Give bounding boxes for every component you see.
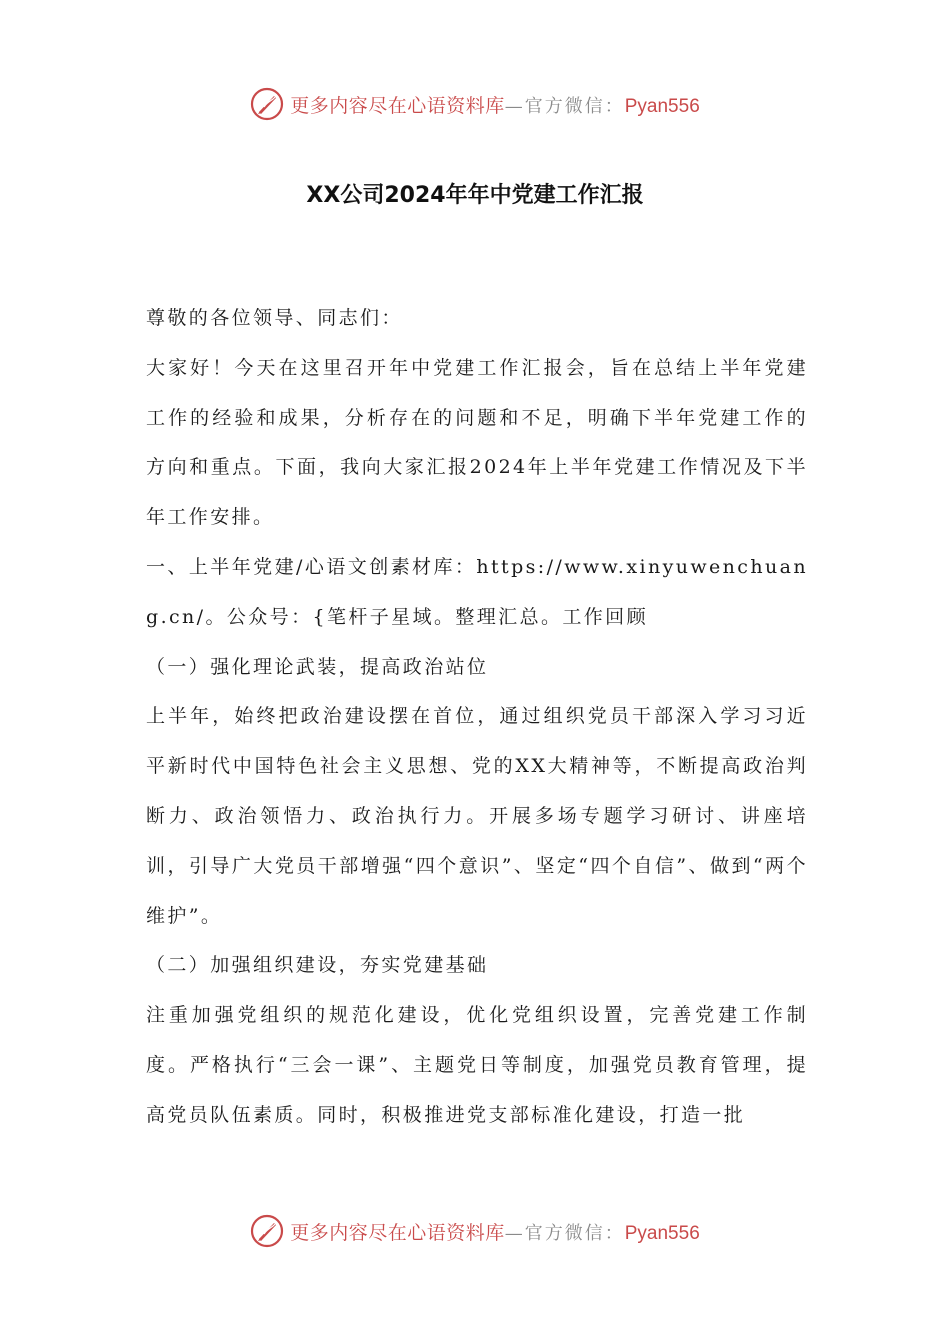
watermark-wechat-id: Pyan556 — [624, 95, 700, 117]
watermark-text — [290, 91, 700, 118]
watermark-brand: 更多内容尽在心语资料库 — [290, 1221, 505, 1244]
document-title: XX公司2024年年中党建工作汇报 — [306, 183, 644, 208]
body-paragraph: 注重加强党组织的规范化建设，优化党组织设置，完善党建工作制度。严格执行“三会一课”、主题党日等制度，加强党员教育管理，提高党员队伍素质。同时，积极推进党支部标准化建设，打造一批 — [146, 1004, 808, 1126]
watermark-official: —官方微信： — [504, 95, 625, 117]
salutation: 尊敬的各位领导、同志们： — [146, 307, 403, 329]
subsection-heading-2: （二）加强组织建设，夯实党建基础 — [146, 954, 489, 977]
body-paragraph: 上半年，始终把政治建设摆在首位，通过组织党员干部深入学习习近平新时代中国特色社会主义思想、党的XX大精神等，不断提高政治判断力、政治领悟力、政治执行力。开展多场专题学习研讨、讲座培训，引导广大党员干部增强“四个意识”、坚定“四个自信”、做到“两个维护”。 — [146, 705, 808, 927]
quill-pen-logo-icon — [250, 1214, 284, 1248]
watermark-text — [290, 1218, 700, 1245]
document-body — [146, 294, 808, 1141]
watermark-wechat-id: Pyan556 — [624, 1222, 700, 1244]
body-paragraph: 大家好！今天在这里召开年中党建工作汇报会，旨在总结上半年党建工作的经验和成果，分析存在的问题和不足，明确下半年党建工作的方向和重点。下面，我向大家汇报2024年上半年党建工作情况及下半年工作安排。 — [146, 356, 808, 529]
watermark-brand: 更多内容尽在心语资料库 — [290, 94, 505, 117]
header-watermark — [0, 84, 950, 124]
quill-pen-logo-icon — [250, 87, 284, 121]
watermark-official: —官方微信： — [504, 1222, 625, 1244]
subsection-heading-1: （一）强化理论武装，提高政治站位 — [146, 655, 489, 678]
section-heading-1: 一、上半年党建/心语文创素材库：https://www.xinyuwenchuang.cn/。公众号：{笔杆子星域。整理汇总。工作回顾 — [146, 555, 808, 628]
footer-watermark — [0, 1211, 950, 1251]
